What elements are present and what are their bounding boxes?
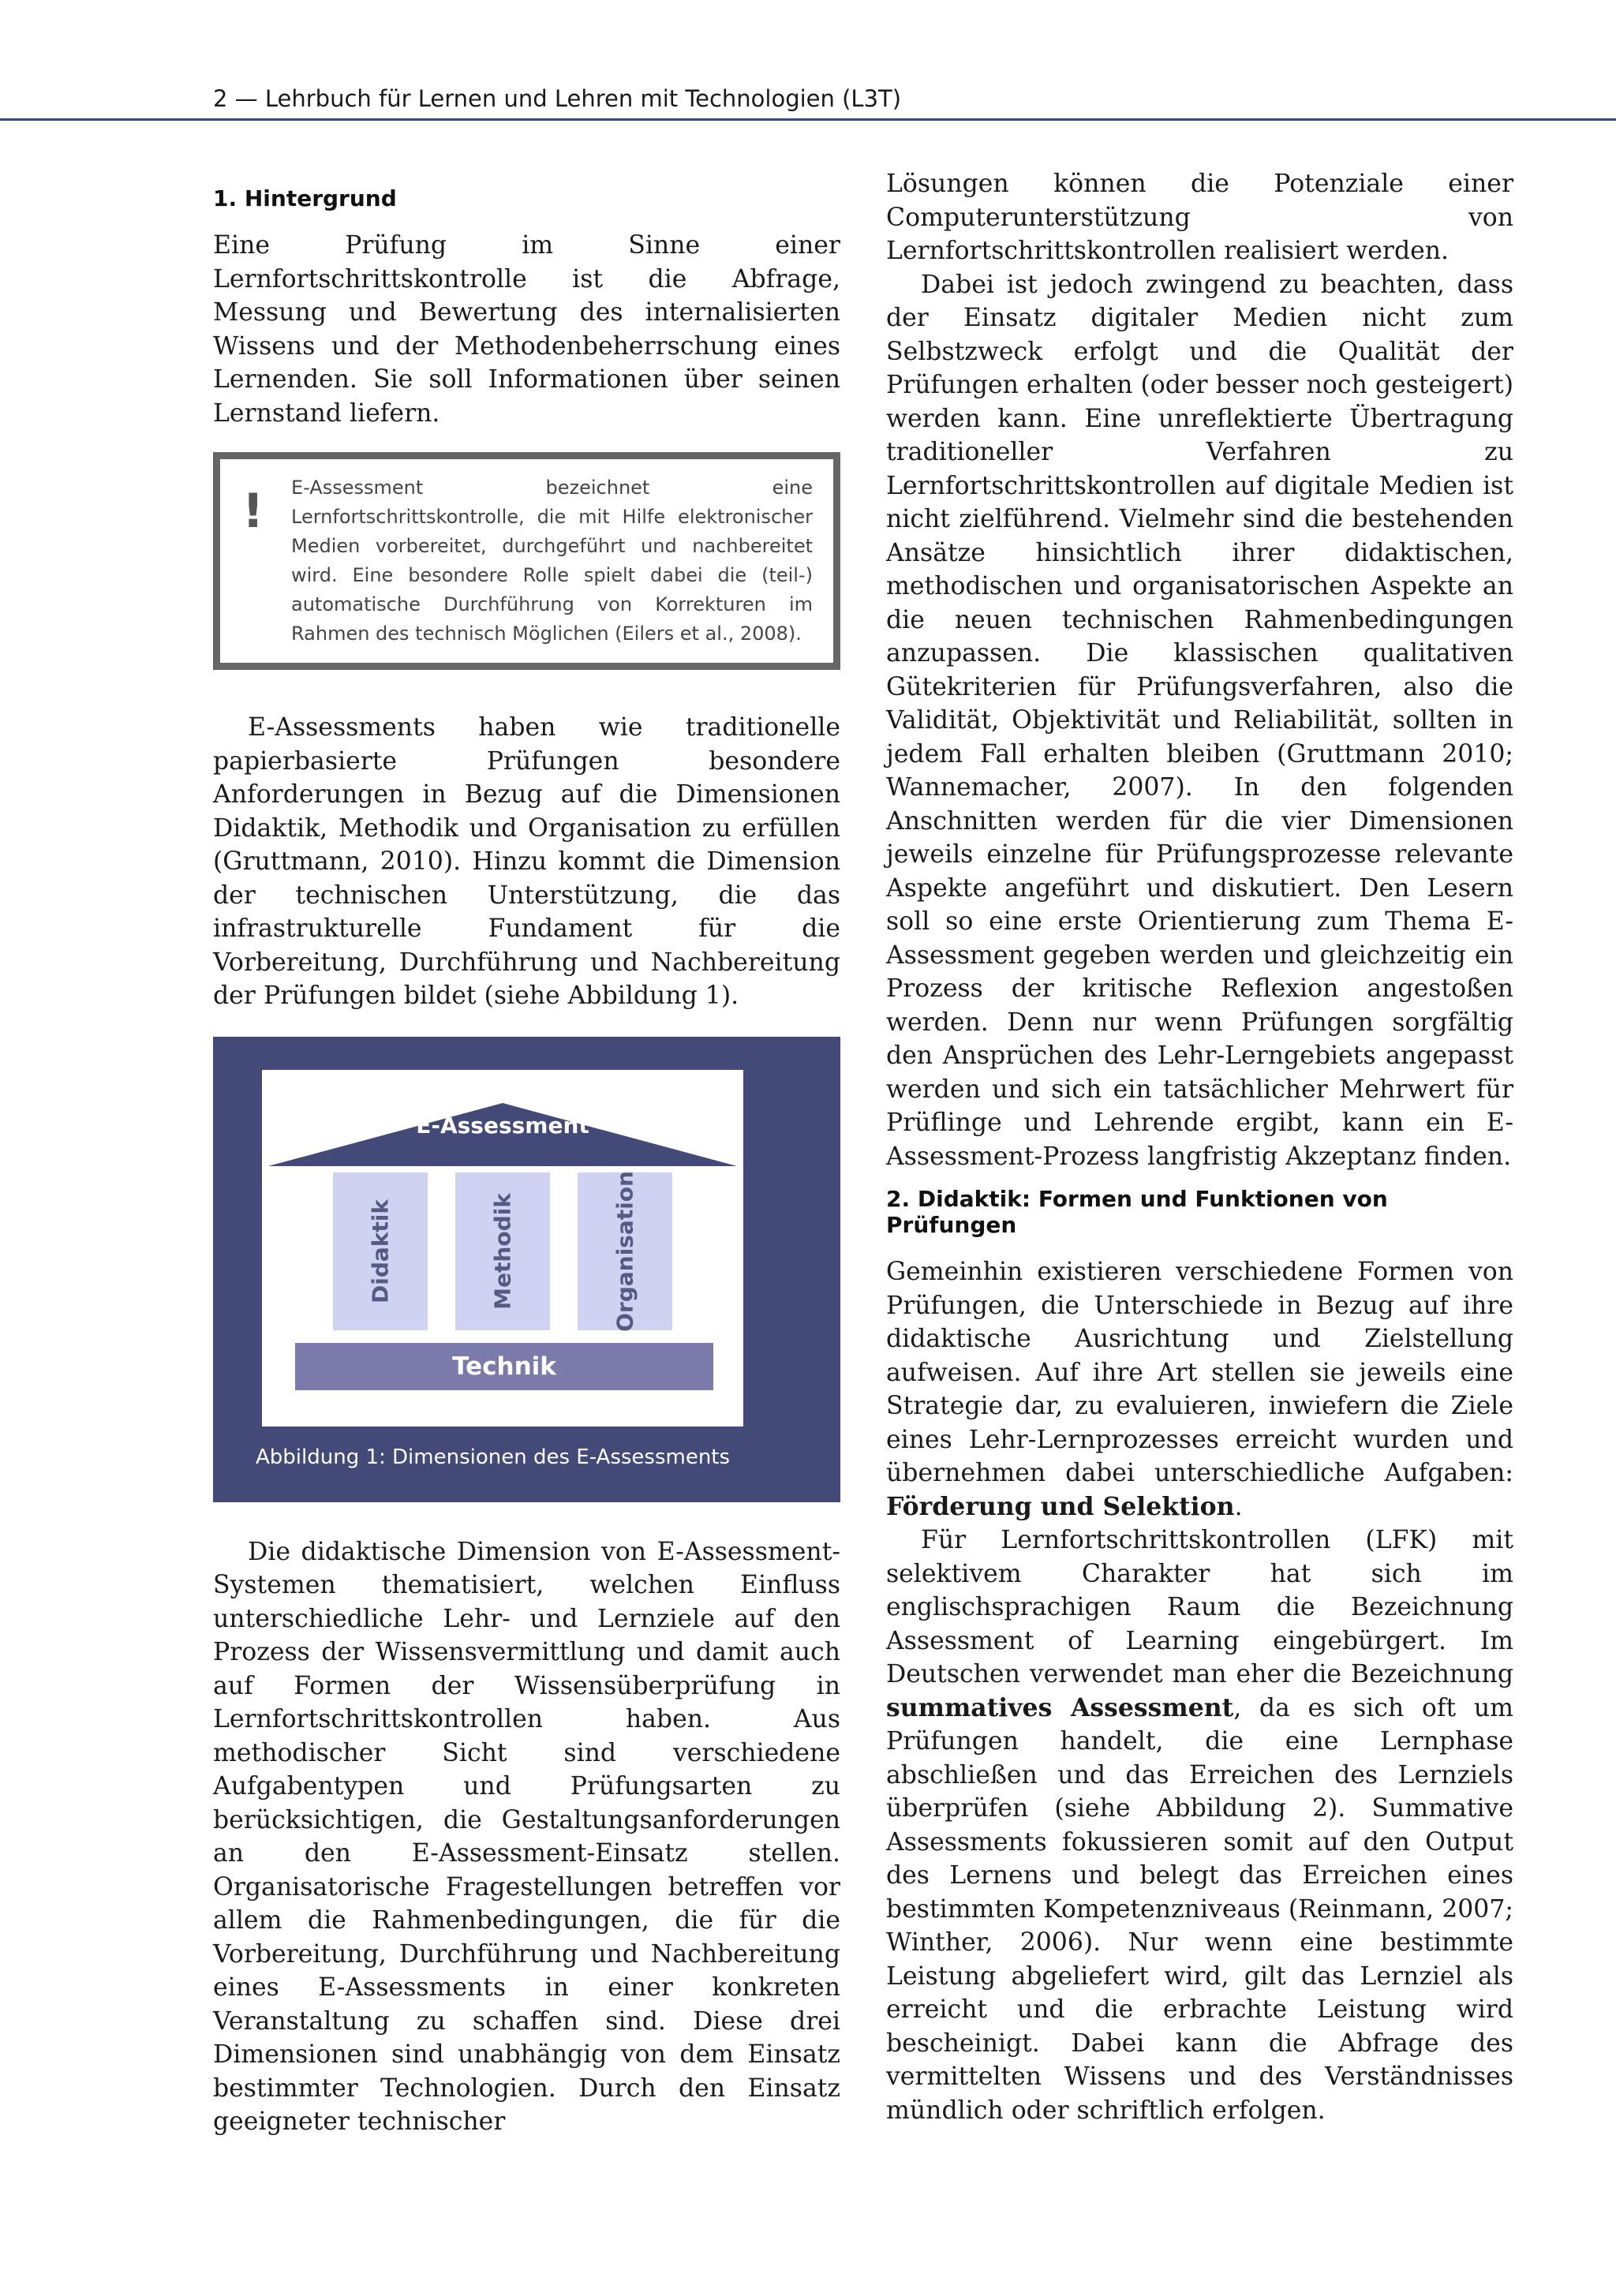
pillar-label: Organisation	[612, 1170, 638, 1332]
text-run: .	[1234, 1492, 1243, 1521]
pillar-methodik	[455, 1172, 550, 1330]
pillar-didaktik	[333, 1172, 428, 1330]
text-run: Für Lernfortschrittskontrollen (LFK) mit selektivem Charakter hat sich im englischsprachigen Raum die Bezeichnung Assessment of Learning eingebürgert. Im Deutschen verwendet man eher die Bezeichnung	[886, 1526, 1513, 1688]
base-technik: Technik	[295, 1343, 713, 1390]
pillar-label: Didaktik	[367, 1198, 394, 1303]
figure-caption: Abbildung 1: Dimensionen des E-Assessments	[256, 1445, 731, 1469]
definition-box	[213, 452, 840, 670]
paragraph	[886, 1255, 1513, 1524]
paragraph	[886, 1524, 1513, 2127]
definition-text: E-Assessment bezeichnet eine Lernfortschrittskontrolle, die mit Hilfe elektronischer Medien vorbereitet, durchgeführt und nachbereitet wird. Eine besondere Rolle spielt dabei die (teil-) automatische Durchführung von Korrekturen im Rahmen des technisch Möglichen (Eilers et al., 2008).	[291, 477, 813, 645]
header-rule	[0, 118, 1616, 121]
text-run: , da es sich oft um Prüfungen handelt, die eine Lernphase abschließen und das Erreichen des Lernziels überprüfen (siehe Abbildung 2). Summative Assessments fokussieren somit auf den Output des Lernens und belegt das Erreichen eines bestimmten Kompetenzniveaus (Reinmann, 2007; Winther, 2006). Nur wenn eine bestimmte Leistung abgeliefert wird, gilt das Lernziel als erreicht und die erbrachte Leistung wird bescheinigt. Dabei kann die Abfrage des vermittelten Wissens und des Verständnisses mündlich oder schriftlich erfolgen.	[886, 1693, 1513, 2125]
bold-term: Förderung und Selektion	[886, 1491, 1235, 1521]
paragraph: Lösungen können die Potenziale einer Computerunterstützung von Lernfortschrittskontrollen realisiert werden.	[886, 170, 1513, 265]
paragraph: Die didaktische Dimension von E-Assessment-Systemen thematisiert, welchen Einfluss unterschiedliche Lehr- und Lernziele auf den Prozess der Wissensvermittlung und damit auch auf Formen der Wissensüberprüfung in Lernfortschrittskontrollen haben. Aus methodischer Sicht sind verschiedene Aufgabentypen und Prüfungsarten zu berücksichtigen, die Gestaltungsanforderungen an den E-Assessment-Einsatz stellen. Organisatorische Fragestellungen betreffen vor allem die Rahmenbedingungen, die für die Vorbereitung, Durchführung und Nachbereitung eines E-Assessments in einer konkreten Veranstaltung zu schaffen sind. Diese drei Dimensionen sind unabhängig von dem Einsatz bestimmter Technologien. Durch den Einsatz geeigneter technischer	[213, 1537, 840, 2136]
bold-term: summatives Assessment	[886, 1692, 1234, 1722]
figure-dimensions	[213, 1037, 840, 1502]
left-column	[213, 185, 840, 2139]
pillar-organisation	[578, 1172, 672, 1330]
text-run: Gemeinhin existieren verschiedene Formen von Prüfungen, die Unterschiede in Bezug auf ihre didaktische Ausrichtung und Zielstellung aufweisen. Auf ihre Art stellen sie jeweils eine Strategie dar, zu evaluieren, inwiefern die Ziele eines Lehr-Lernprozesses erreicht wurden und übernehmen dabei unterschiedliche Aufgaben:	[886, 1258, 1513, 1487]
roof-label: E-Assessment	[416, 1112, 589, 1139]
running-head: 2 — Lehrbuch für Lernen und Lehren mit Technologien (L3T)	[213, 85, 902, 112]
section-heading-hintergrund: 1. Hintergrund	[213, 185, 397, 211]
exclamation-icon: !	[242, 484, 264, 539]
paragraph: E-Assessments haben wie traditionelle papierbasierte Prüfungen besondere Anforderungen in Bezug auf die Dimensionen Didaktik, Methodik und Organisation zu erfüllen (Gruttmann, 2010). Hinzu kommt die Dimension der technischen Unterstützung, die das infrastrukturelle Fundament für die Vorbereitung, Durchführung und Nachbereitung der Prüfungen bildet (siehe Abbildung 1).	[213, 713, 840, 1010]
pillar-label: Methodik	[489, 1192, 516, 1310]
section-heading-didaktik: 2. Didaktik: Formen und Funktionen von Prüfungen	[886, 1186, 1388, 1238]
paragraph: Eine Prüfung im Sinne einer Lernfortschrittskontrolle ist die Abfrage, Messung und Bewertung des internalisierten Wissens und der Methodenbeherrschung eines Lernenden. Sie soll Informationen über seinen Lernstand liefern.	[213, 231, 840, 428]
right-column	[886, 167, 1513, 2127]
paragraph: Dabei ist jedoch zwingend zu beachten, dass der Einsatz digitaler Medien nicht zum Selbstzweck erfolgt und die Qualität der Prüfungen erhalten (oder besser noch gesteigert) werden kann. Eine unreflektierte Übertragung traditioneller Verfahren zu Lernfortschrittskontrollen auf digitale Medien ist nicht zielführend. Vielmehr sind die bestehenden Ansätze hinsichtlich ihrer didaktischen, methodischen und organisatorischen Aspekte an die neuen technischen Rahmenbedingungen anzupassen. Die klassischen qualitativen Gütekriterien für Prüfungsverfahren, also die Validität, Objektivität und Reliabilität, sollten in jedem Fall erhalten bleiben (Gruttmann 2010; Wannemacher, 2007). In den folgenden Anschnitten werden für die vier Dimensionen jeweils einzelne für Prüfungsprozesse relevante Aspekte angeführt und diskutiert. Den Lesern soll so eine erste Orientierung zum Thema E-Assessment gegeben werden und gleichzeitig ein Prozess der kritische Reflexion angestoßen werden. Denn nur wenn Prüfungen sorgfältig den Ansprüchen des Lehr-Lerngebiets angepasst werden und sich ein tatsächlicher Mehrwert für Prüflinge und Lehrende ergibt, kann ein E-Assessment-Prozess langfristig Akzeptanz finden.	[886, 270, 1513, 1171]
figure-diagram	[262, 1070, 743, 1427]
